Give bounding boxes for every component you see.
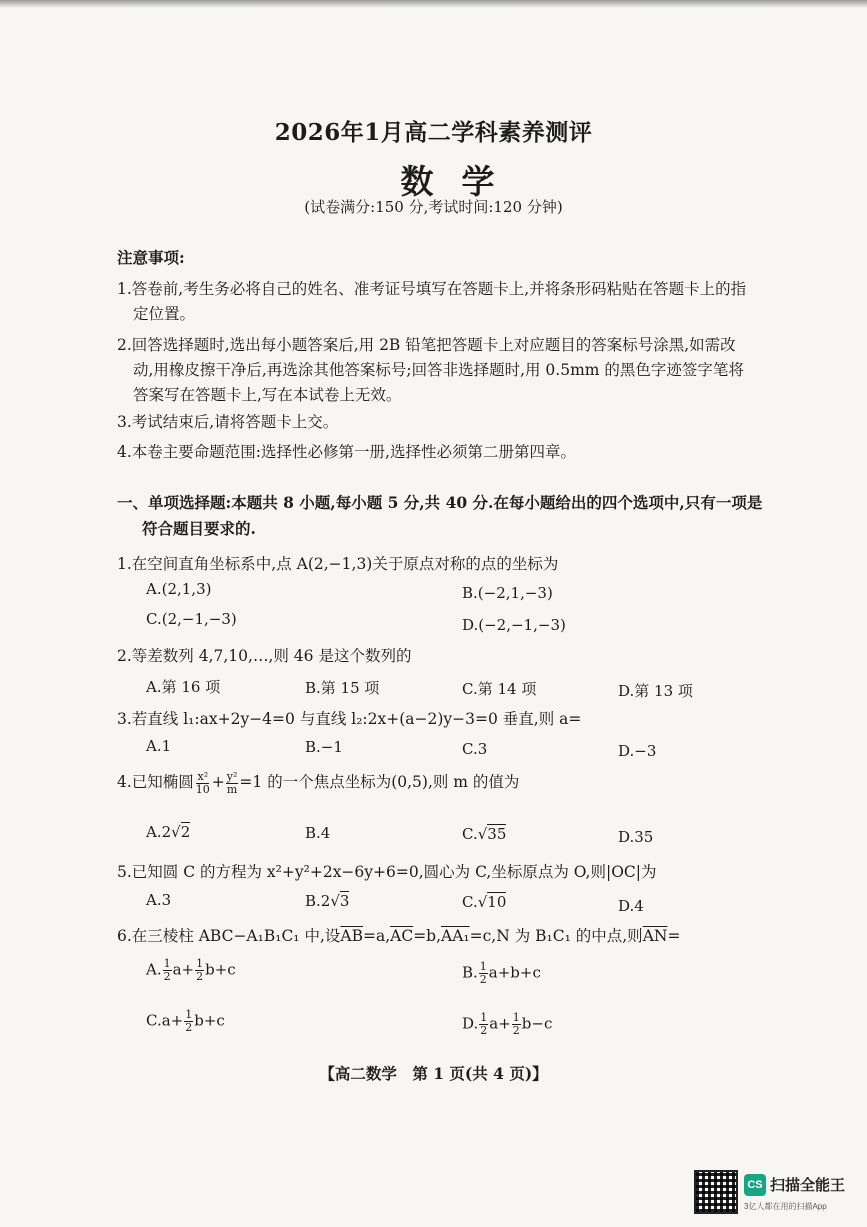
option-term: b+c [194,1011,225,1030]
x-squared-over-10 [195,771,211,796]
question-4-option-a [146,823,190,841]
question-4-stem-suffix: =1 的一个焦点坐标为(0,5),则 m 的值为 [239,773,520,791]
section-heading: 一、单项选择题:本题共 8 小题,每小题 5 分,共 40 分.在每小题给出的四个选项中,只有一项是 [117,493,763,512]
question-2-option-a: A.第 16 项 [146,678,221,696]
question-5-option-a: A.3 [146,891,172,909]
option-label: B.2 [305,892,331,910]
subject-title: 数学 [400,162,523,201]
option-term: b−c [521,1014,553,1033]
question-3-option-a: A.1 [146,737,172,755]
scan-shadow [0,0,867,8]
question-6-option-d [462,1012,552,1037]
fraction-numerator: x² [197,769,209,783]
fraction-denominator: 2 [512,1024,520,1037]
exam-info: (试卷满分:150 分,考试时间:120 分钟) [304,198,563,216]
question-1-option-a: A.(2,1,3) [146,580,212,598]
option-label: A. [146,960,162,979]
page-footer: 【高二数学 第 1 页(共 4 页)】 [319,1064,548,1083]
notice-item-4: 4.本卷主要命题范围:选择性必修第一册,选择性必须第二册第四章。 [117,443,576,461]
question-1-stem: 1.在空间直角坐标系中,点 A(2,−1,3)关于原点对称的点的坐标为 [117,555,559,573]
option-label: C. [462,893,478,911]
fraction-denominator: 2 [196,970,204,983]
vector-ac: $\overline{AC}$ [390,927,414,945]
notice-heading: 注意事项: [117,248,185,267]
equals-sign: = [667,927,681,945]
option-label: C. [462,825,478,843]
question-1-option-d: D.(−2,−1,−3) [462,616,566,634]
notice-item-1-cont: 定位置。 [133,305,196,323]
option-label: D. [462,1014,479,1033]
notice-item-2: 2.回答选择题时,选出每小题答案后,用 2B 铅笔把答题卡上对应题目的答案标号涂黑,如需改 [117,336,736,354]
question-6-option-a [146,958,236,983]
radicand: 35 [487,825,507,843]
sqrt-icon: √ [171,823,181,841]
question-4-stem [117,770,519,796]
one-half [184,1009,193,1034]
scanner-tagline: 3亿人都在用的扫描App [744,1202,827,1211]
y-squared-over-m [226,771,239,796]
fraction-numerator: 1 [196,957,204,970]
fraction-numerator: 1 [185,1008,193,1021]
question-2-option-b: B.第 15 项 [305,679,380,697]
question-6-option-b [462,961,541,986]
fraction-denominator: 2 [163,970,171,983]
question-3-stem: 3.若直线 l₁:ax+2y−4=0 与直线 l₂:2x+(a−2)y−3=0 垂直,则 a= [117,710,582,728]
vector-aa1: AA₁ [441,927,470,945]
question-6-option-c [146,1009,225,1034]
question-3-option-d: D.−3 [618,742,657,760]
vector-an: $\overline{AN}$ [642,927,668,945]
notice-item-2-cont2: 答案写在答题卡上,写在本试卷上无效。 [133,386,402,404]
question-4-option-c [462,825,506,843]
equals-a: =a, [362,927,391,945]
question-4-stem-prefix: 4.已知椭圆 [117,773,194,791]
radicand: 10 [487,893,507,911]
section-heading-cont: 符合题目要求的. [142,519,256,538]
qr-code-icon [694,1170,738,1214]
question-5-stem: 5.已知圆 C 的方程为 x²+y²+2x−6y+6=0,圆心为 C,坐标原点为 O,则|OC|为 [117,863,657,881]
fraction-numerator: y² [226,769,238,783]
one-half [195,958,204,983]
fraction-denominator: m [226,782,238,796]
sqrt-icon: √ [330,892,340,910]
question-3-option-b: B.−1 [305,738,343,756]
question-6-stem [117,924,680,946]
option-label: A.2 [146,823,172,841]
question-6-stem-middle: =c,N 为 B₁C₁ 的中点,则 [469,927,643,945]
question-2-option-c: C.第 14 项 [462,680,537,698]
option-term: a+ [172,960,195,979]
scanner-brand-name: 扫描全能王 [770,1177,846,1194]
option-term: a+ [489,1014,511,1033]
exam-title: 2026年1月高二学科素养测评 [274,119,593,146]
option-term: a+b+c [488,963,541,982]
fraction-denominator: 2 [185,1021,193,1034]
notice-item-1: 1.答卷前,考生务必将自己的姓名、准考证号填写在答题卡上,并将条形码粘贴在答题卡上的指 [117,280,747,298]
fraction-numerator: 1 [480,1011,488,1024]
one-half [163,958,172,983]
fraction-denominator: 2 [480,1024,488,1037]
option-label: B. [462,963,478,982]
notice-item-3: 3.考试结束后,请将答题卡上交。 [117,413,339,431]
fraction-numerator: 1 [479,960,487,973]
radicand: 2 [180,823,191,841]
option-term: b+c [205,960,236,979]
question-4-option-b: B.4 [305,824,331,842]
fraction-denominator: 2 [479,973,487,986]
one-half [479,961,488,986]
equals-b: =b, [413,927,442,945]
one-half [479,1012,488,1037]
vector-ab: $\overline{AB}$ [340,927,363,945]
fraction-numerator: 1 [512,1011,520,1024]
question-1-option-b: B.(−2,1,−3) [462,584,553,602]
question-2-stem: 2.等差数列 4,7,10,…,则 46 是这个数列的 [117,647,412,665]
sqrt-icon: √ [477,825,488,843]
sqrt-icon: √ [477,893,488,911]
question-5-option-d: D.4 [618,897,644,915]
question-5-option-b [305,892,349,910]
question-3-option-c: C.3 [462,740,488,758]
option-label: C.a+ [146,1011,184,1030]
plus-sign: + [211,773,225,791]
camscanner-logo: CS [744,1174,766,1196]
fraction-numerator: 1 [163,957,171,970]
question-1-option-c: C.(2,−1,−3) [146,610,237,628]
question-5-option-c [462,893,506,911]
question-2-option-d: D.第 13 项 [618,682,693,700]
one-half [512,1012,521,1037]
question-4-option-d: D.35 [618,828,654,846]
notice-item-2-cont: 动,用橡皮擦干净后,再选涂其他答案标号;回答非选择题时,用 0.5mm 的黑色字迹签字笔将 [133,361,744,379]
radicand: 3 [339,892,350,910]
question-6-stem-prefix: 6.在三棱柱 ABC−A₁B₁C₁ 中,设 [117,927,341,945]
fraction-denominator: 10 [195,782,210,796]
